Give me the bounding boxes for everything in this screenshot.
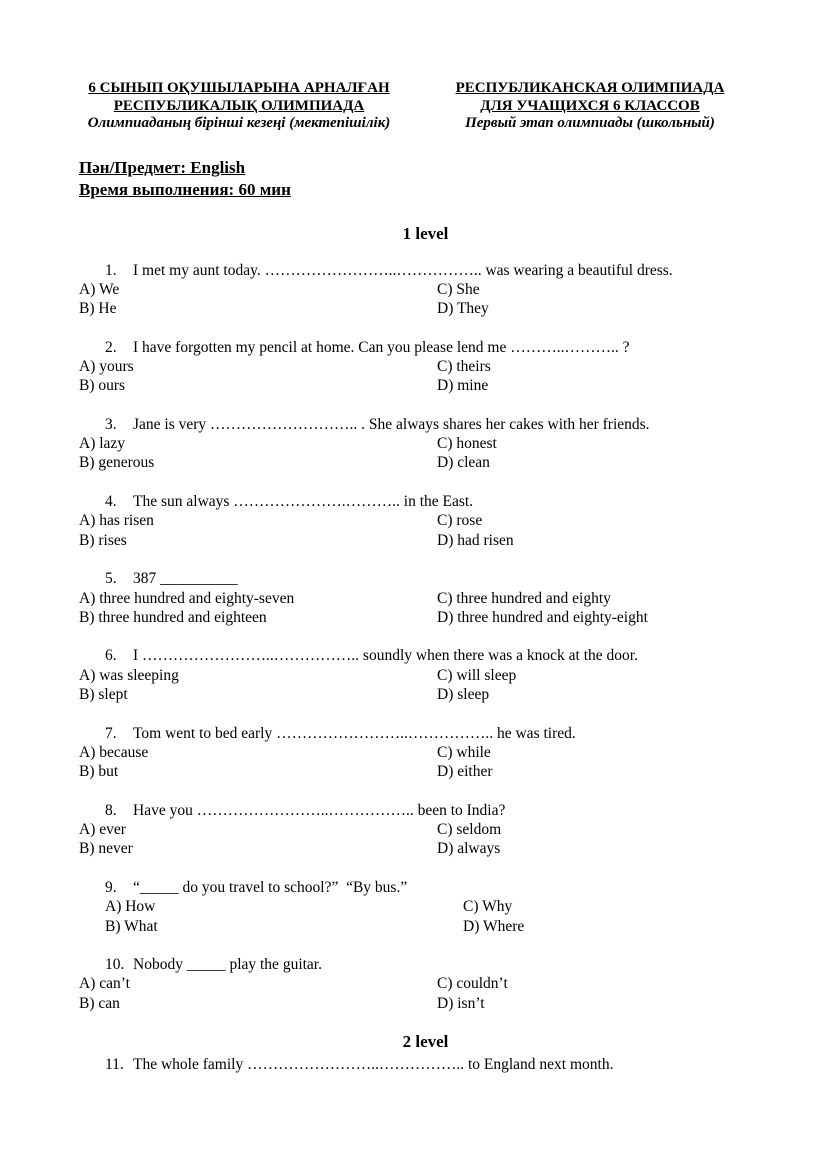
question-options: [79, 974, 772, 1013]
option-b: B) What: [105, 917, 158, 935]
header-russian-subtitle: Первый этап олимпиады (школьный): [465, 115, 715, 131]
option-c: C) theirs: [437, 357, 491, 375]
option-d: D) three hundred and eighty-eight: [437, 608, 648, 626]
question-9: [79, 878, 772, 936]
question-number: 11.: [105, 1056, 124, 1074]
option-a: A) ever: [79, 821, 126, 839]
question-5: [79, 569, 772, 627]
question-8: [79, 801, 772, 859]
question-text: Jane is very ……………………….. . She always shares her cakes with her friends.: [133, 415, 650, 433]
header-russian-title-line1: РЕСПУБЛИКАНСКАЯ ОЛИМПИАДА: [455, 80, 725, 96]
document-header: [66, 80, 772, 133]
option-b: B) can: [79, 994, 120, 1012]
option-d: D) always: [437, 840, 501, 858]
question-number: 4.: [105, 493, 117, 511]
question-stem: [105, 955, 772, 974]
option-c: C) couldn’t: [437, 975, 508, 993]
option-d: D) sleep: [437, 686, 490, 704]
option-b: B) three hundred and eighteen: [79, 608, 267, 626]
header-kazakh-subtitle: Олимпиаданың бірінші кезеңі (мектепішілік): [87, 115, 391, 131]
question-options: [79, 666, 772, 705]
question-text: I met my aunt today. ……………………..…………….. was wearing a beautiful dress.: [133, 261, 673, 279]
question-options: [79, 280, 772, 319]
question-text: I have forgotten my pencil at home. Can you please lend me ………..……….. ?: [133, 338, 630, 356]
question-2: [79, 338, 772, 396]
question-number: 7.: [105, 724, 117, 742]
question-number: 3.: [105, 415, 117, 433]
question-number: 1.: [105, 261, 117, 279]
option-b: B) generous: [79, 454, 155, 472]
option-c: C) rose: [437, 512, 483, 530]
question-stem: [105, 646, 772, 665]
option-b: B) but: [79, 763, 119, 781]
question-text: The sun always ………………….……….. in the East.: [133, 493, 474, 511]
question-number: 6.: [105, 647, 117, 665]
question-stem: [105, 801, 772, 820]
subject-block: [79, 157, 772, 202]
question-number: 5.: [105, 570, 117, 588]
question-stem: [105, 569, 772, 588]
option-c: C) will sleep: [437, 666, 517, 684]
question-text: Have you ……………………..…………….. been to India?: [133, 801, 506, 819]
question-4: [79, 492, 772, 550]
question-stem: [105, 261, 772, 280]
header-kazakh-title-line1: 6 СЫНЫП ОҚУШЫЛАРЫНА АРНАЛҒАН: [88, 80, 390, 96]
question-text: Tom went to bed early ……………………..…………….. he was tired.: [133, 724, 576, 742]
question-text: The whole family ……………………..…………….. to England next month.: [133, 1056, 614, 1074]
option-a: A) We: [79, 280, 120, 298]
option-d: D) isn’t: [437, 994, 485, 1012]
header-russian-block: [442, 80, 738, 133]
option-c: C) three hundred and eighty: [437, 589, 611, 607]
option-b: B) rises: [79, 531, 127, 549]
question-options: [105, 897, 772, 936]
option-d: D) clean: [437, 454, 490, 472]
option-a: A) was sleeping: [79, 666, 179, 684]
question-text: Nobody _____ play the guitar.: [133, 956, 322, 974]
question-stem: [105, 492, 772, 511]
option-d: D) Where: [463, 917, 525, 935]
option-c: C) honest: [437, 435, 497, 453]
question-7: [79, 724, 772, 782]
question-options: [79, 434, 772, 473]
duration-line: Время выполнения: 60 мин: [79, 180, 291, 199]
subject-line: Пән/Предмет: English: [79, 157, 246, 177]
option-b: B) He: [79, 300, 117, 318]
option-a: A) because: [79, 743, 149, 761]
section-heading-level-1: 1 level: [402, 223, 449, 243]
question-options: [79, 820, 772, 859]
question-stem: [105, 878, 772, 897]
question-options: [79, 357, 772, 396]
option-d: D) either: [437, 763, 493, 781]
section-heading-level-2: 2 level: [402, 1032, 449, 1052]
question-10: [79, 955, 772, 1013]
question-3: [79, 415, 772, 473]
option-c: C) while: [437, 743, 491, 761]
question-text: I ……………………..…………….. soundly when there was a knock at the door.: [133, 647, 638, 665]
option-b: B) slept: [79, 686, 128, 704]
question-6: [79, 646, 772, 704]
question-options: [79, 743, 772, 782]
question-number: 8.: [105, 801, 117, 819]
option-c: C) She: [437, 280, 480, 298]
question-number: 2.: [105, 338, 117, 356]
option-a: A) has risen: [79, 512, 154, 530]
option-d: D) They: [437, 300, 489, 318]
question-number: 10.: [105, 956, 125, 974]
question-options: [79, 511, 772, 550]
option-d: D) had risen: [437, 531, 514, 549]
header-russian-title-line2: ДЛЯ УЧАЩИХСЯ 6 КЛАССОВ: [480, 97, 700, 114]
question-11: [79, 1055, 772, 1074]
option-c: C) seldom: [437, 821, 502, 839]
option-a: A) three hundred and eighty-seven: [79, 589, 295, 607]
question-1: [79, 261, 772, 319]
header-kazakh-title-line2: РЕСПУБЛИКАЛЫҚ ОЛИМПИАДА: [113, 97, 365, 114]
question-stem: [105, 338, 772, 357]
option-b: B) ours: [79, 377, 126, 395]
option-b: B) never: [79, 840, 133, 858]
question-number: 9.: [105, 879, 117, 896]
question-text: “_____ do you travel to school?” “By bus.”: [133, 879, 408, 896]
option-d: D) mine: [437, 377, 489, 395]
option-a: A) lazy: [79, 435, 126, 453]
option-a: A) How: [105, 898, 156, 916]
question-text: 387 __________: [133, 570, 238, 588]
question-stem: [105, 1055, 772, 1074]
option-c: C) Why: [463, 898, 513, 916]
question-stem: [105, 724, 772, 743]
header-kazakh-block: [66, 80, 412, 133]
question-stem: [105, 415, 772, 434]
question-options: [79, 589, 772, 628]
option-a: A) can’t: [79, 975, 130, 993]
option-a: A) yours: [79, 357, 134, 375]
